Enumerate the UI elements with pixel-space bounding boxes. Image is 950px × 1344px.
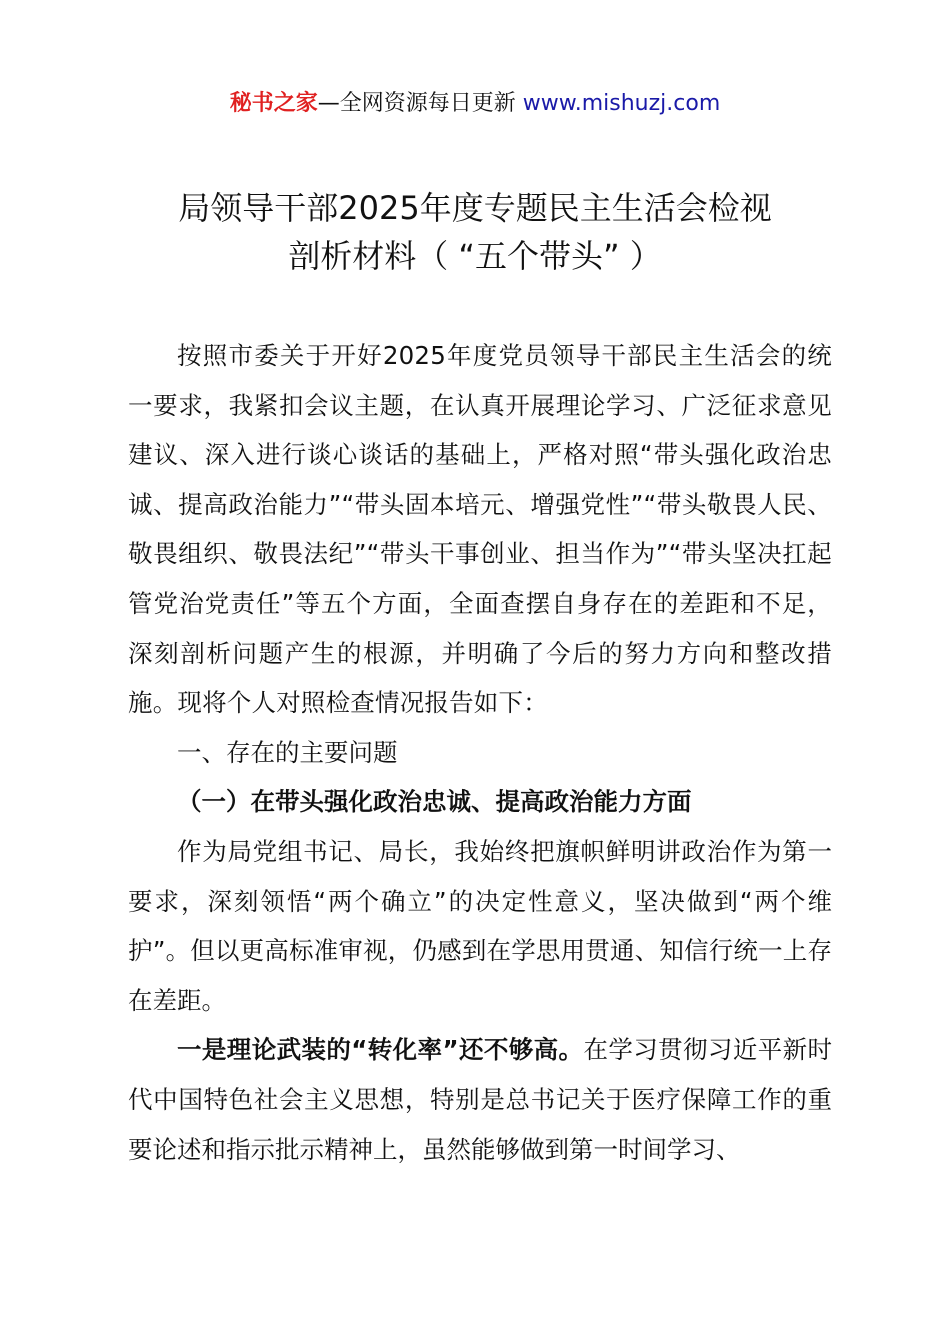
document-body <box>128 331 832 1174</box>
subsection-heading-political-loyalty: （一）在带头强化政治忠诚、提高政治能力方面 <box>177 787 692 817</box>
point-one-paragraph <box>128 1025 832 1174</box>
point-one-text: 在学习贯彻习近平新时代中国特色社会主义思想，特别是总书记关于医疗保障工作的重要论述和指示批示精神上，虽然能够做到第一时间学习、 <box>128 1035 833 1164</box>
document-title <box>0 184 950 280</box>
section-heading-main-problems: 一、存在的主要问题 <box>177 737 398 767</box>
intro-paragraph: 按照市委关于开好2025年度党员领导干部民主生活会的统一要求，我紧扣会议主题，在认真开展理论学习、广泛征求意见建议、深入进行谈心谈话的基础上，严格对照“带头强化政治忠诚、提高政治能力”“带头固本培元、增强党性”“带头敬畏人民、敬畏组织、敬畏法纪”“带头干事创业、担当作为”“带头坚决扛起管党治党责任”等五个方面，全面查摆自身存在的差距和不足，深刻剖析问题产生的根源，并明确了今后的努力方向和整改措施。现将个人对照检查情况报告如下： <box>128 341 832 718</box>
title-line-1: 局领导干部2025年度专题民主生活会检视 <box>178 189 772 227</box>
title-line-2: 剖析材料（ “五个带头” ） <box>288 237 662 275</box>
point-one-lead: 一是理论武装的“转化率”还不够高。 <box>177 1035 584 1065</box>
site-url-link[interactable]: www.mishuzj.com <box>522 91 721 116</box>
subsection-paragraph: 作为局党组书记、局长，我始终把旗帜鲜明讲政治作为第一要求，深刻领悟“两个确立”的决定性意义，坚决做到“两个维护”。但以更高标准审视，仍感到在学思用贯通、知信行统一上存在差距。 <box>128 836 832 1015</box>
site-header <box>0 88 950 120</box>
header-tagline: —全网资源每日更新 <box>317 91 516 116</box>
brand-name: 秘书之家 <box>229 91 318 116</box>
